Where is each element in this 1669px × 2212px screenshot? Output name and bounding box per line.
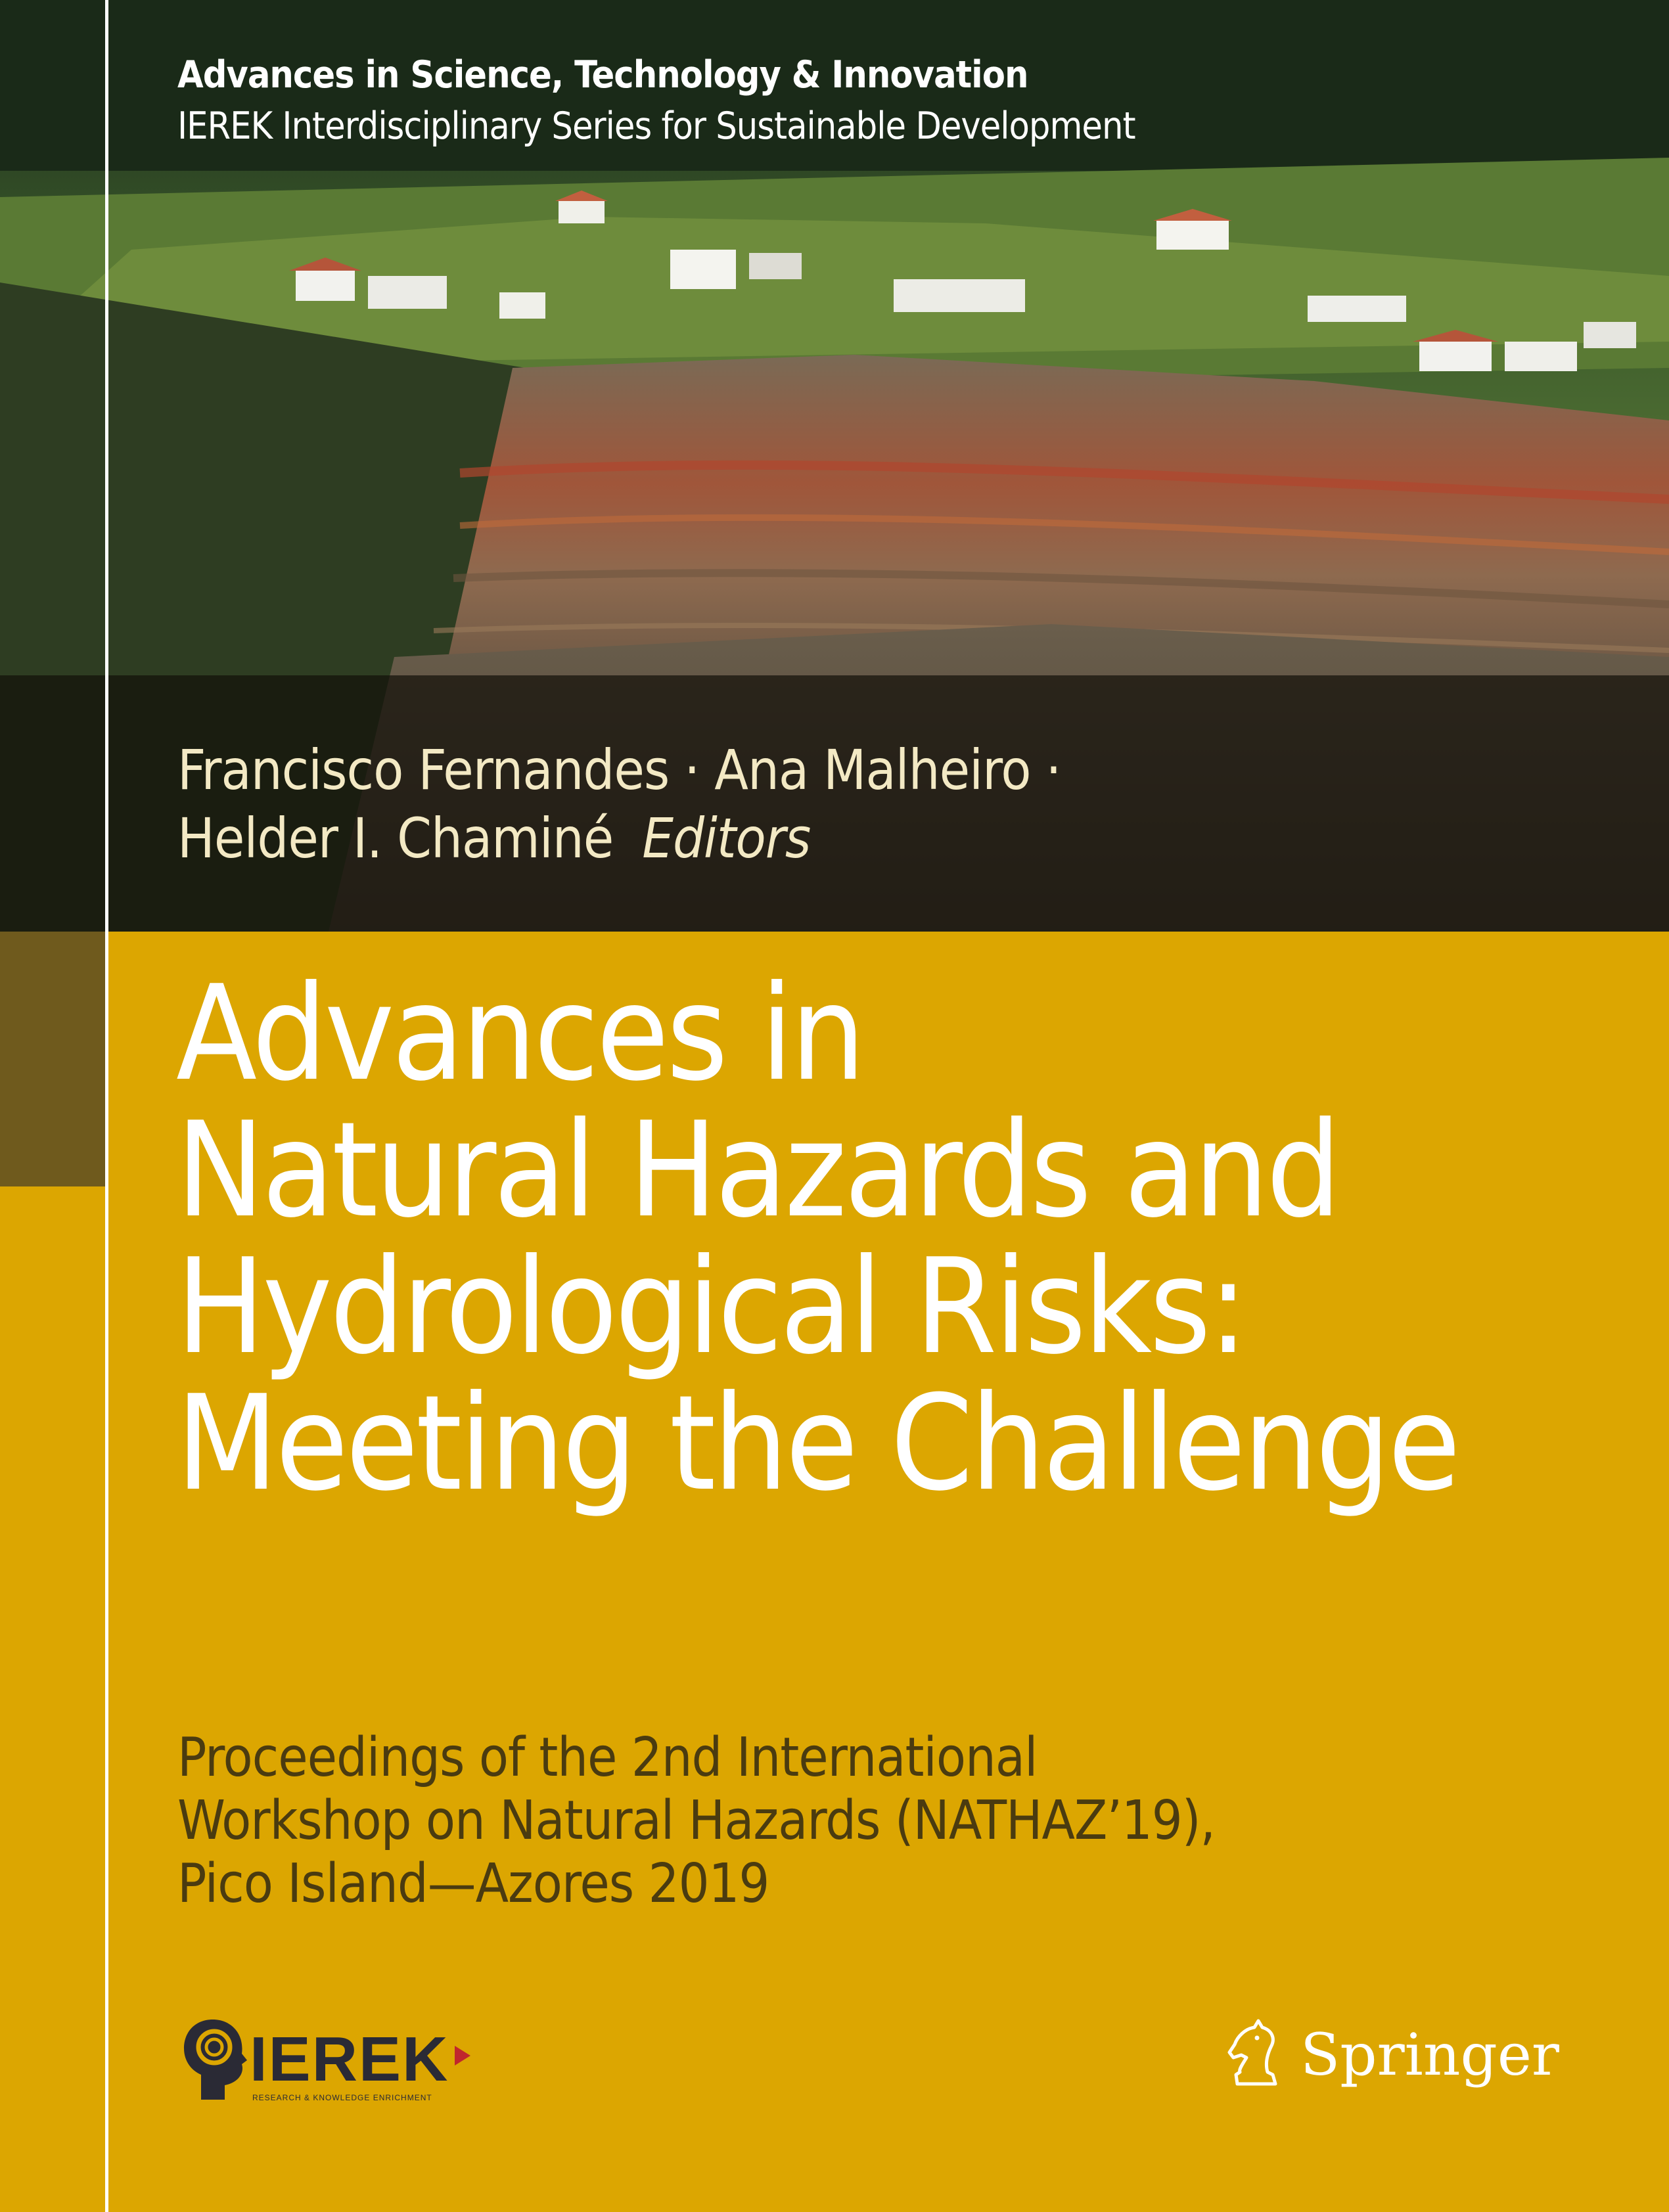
springer-wordmark: Springer <box>1300 2020 1559 2088</box>
title-line-2: Natural Hazards and <box>176 1094 1339 1247</box>
title-line-1: Advances in <box>176 957 863 1110</box>
vertical-rule <box>105 0 108 2212</box>
book-subtitle <box>177 1727 1215 1916</box>
subtitle-line-2: Workshop on Natural Hazards (NATHAZ’19), <box>177 1790 1215 1852</box>
springer-logo <box>1219 2018 1559 2090</box>
chess-knight-icon <box>1219 2018 1291 2090</box>
editors-line-1: Francisco Fernandes · Ana Malheiro · <box>177 738 1061 802</box>
ierek-logo <box>179 2014 449 2109</box>
ierek-wordmark: IEREK <box>250 2024 449 2094</box>
series-title <box>177 49 1135 152</box>
editor-name: Helder I. Chaminé <box>177 806 614 870</box>
head-profile-icon <box>179 2014 251 2106</box>
editors-role: Editors <box>642 806 811 870</box>
series-name: Advances in Science, Technology & Innovation <box>177 53 1028 97</box>
editors-line-2 <box>177 804 1061 872</box>
ierek-tagline: RESEARCH & KNOWLEDGE ENRICHMENT <box>252 2093 432 2102</box>
spine-tab <box>0 932 105 1186</box>
title-line-3: Hydrological Risks: <box>176 1230 1246 1384</box>
editors-block <box>177 736 1061 872</box>
series-subname: IEREK Interdisciplinary Series for Sustainable Development <box>177 104 1135 148</box>
red-arrow-icon <box>455 2046 470 2065</box>
subtitle-line-1: Proceedings of the 2nd International <box>177 1727 1038 1789</box>
subtitle-line-3: Pico Island—Azores 2019 <box>177 1853 769 1915</box>
book-title <box>176 957 1458 1520</box>
title-line-4: Meeting the Challenge <box>176 1367 1458 1520</box>
